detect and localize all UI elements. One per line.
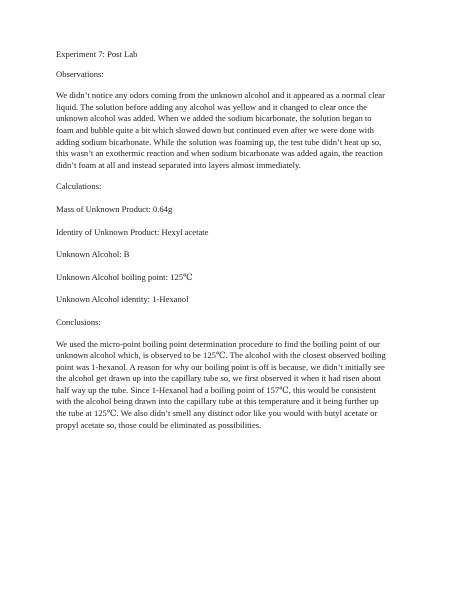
conclusions-line: half way up the tube. Since 1-Hexanol had a boiling point of 157℃, this would be consistent bbox=[56, 384, 376, 395]
observations-line: foam and bubble quite a bit which slowed down but continued even after we were done with bbox=[56, 124, 374, 135]
identity-of-unknown-product: Identity of Unknown Product: Hexyl acetate bbox=[56, 226, 209, 237]
document-title: Experiment 7: Post Lab bbox=[56, 49, 138, 59]
calculations-heading: Calculations: bbox=[56, 181, 102, 192]
conclusions-heading: Conclusions: bbox=[56, 316, 101, 327]
observations-line: unknown alcohol was added. When we added the sodium bicarbonate, the solution began to bbox=[56, 113, 372, 124]
mass-of-unknown-product: Mass of Unknown Product: 0.64g bbox=[56, 203, 173, 214]
unknown-alcohol-identity: Unknown Alcohol identity: 1-Hexanol bbox=[56, 294, 189, 305]
unknown-alcohol: Unknown Alcohol: B bbox=[56, 249, 130, 260]
observations-heading: Observations: bbox=[56, 68, 104, 79]
conclusions-paragraph bbox=[56, 339, 422, 432]
observations-line: liquid. The solution before adding any alcohol was yellow and it changed to clear once the bbox=[56, 101, 368, 112]
conclusions-line: the tube at 125℃. We also didn’t smell any distinct odor like you would with butyl acetate or bbox=[56, 408, 378, 419]
observations-line: this wasn’t an exothermic reaction and when sodium bicarbonate was added again, the reaction bbox=[56, 148, 383, 159]
observations-paragraph bbox=[56, 90, 422, 171]
observations-line: adding sodium bicarbonate. While the solution was foaming up, the test tube didn’t heat up so, bbox=[56, 136, 382, 147]
unknown-alcohol-boiling-point: Unknown Alcohol boiling point: 125℃ bbox=[56, 271, 193, 282]
conclusions-line: point was 1-hexanol. A reason for why our boiling point is off is because, we didn’t initially see bbox=[56, 361, 385, 372]
conclusions-line: unknown alcohol which, is observed to be 125℃. The alcohol with the closest observed boiling bbox=[56, 350, 386, 361]
conclusions-line: We used the micro-point boiling point determination procedure to find the boiling point of our bbox=[56, 338, 380, 349]
conclusions-line: propyl acetate so, those could be eliminated as possibilities. bbox=[56, 419, 262, 430]
document-page bbox=[56, 49, 422, 431]
conclusions-line: the alcohol get drawn up into the capillary tube so, we first observed it when it had risen about bbox=[56, 373, 381, 384]
observations-line: We didn’t notice any odors coming from the unknown alcohol and it appeared as a normal clear bbox=[56, 90, 385, 101]
observations-line: didn’t foam at all and instead separated into layers almost immediately. bbox=[56, 159, 301, 170]
conclusions-line: with the alcohol being drawn into the capillary tube at this temperature and it being further up bbox=[56, 396, 379, 407]
